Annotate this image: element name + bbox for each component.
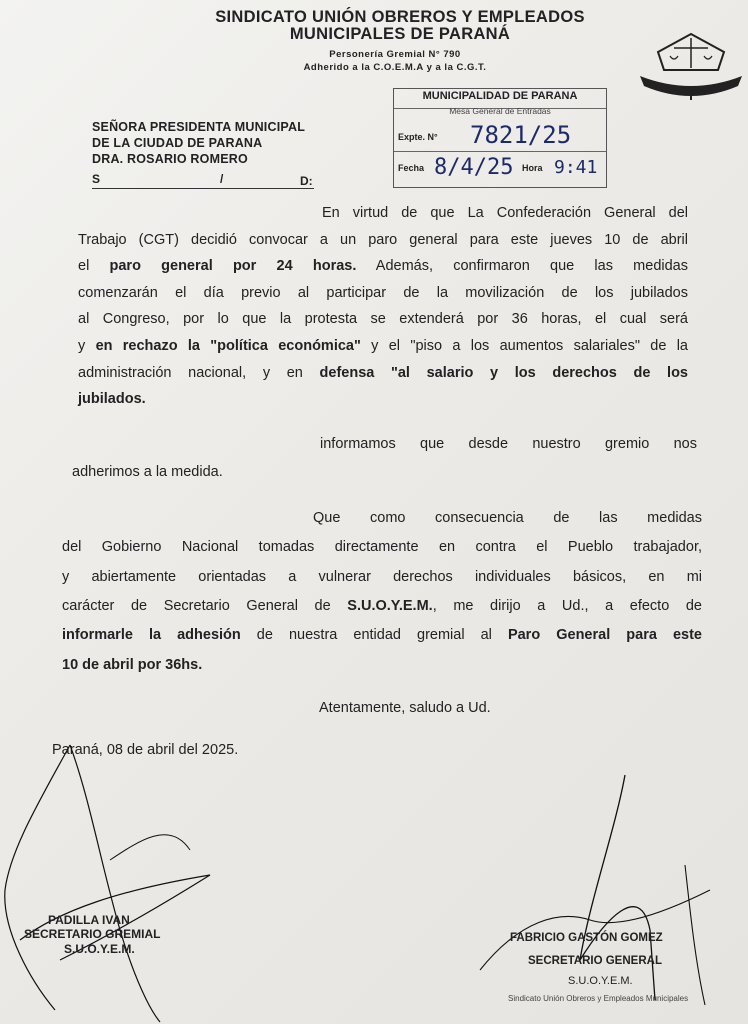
text-run: el: [78, 258, 110, 275]
union-affiliation: Adherido a la C.O.E.M.A y a la C.G.T.: [303, 62, 487, 73]
body-line: [78, 365, 688, 381]
reception-stamp: [393, 88, 607, 188]
place-date: Paraná, 08 de abril del 2025.: [52, 742, 239, 758]
body-line: [62, 627, 702, 643]
left-signer-name: PADILLA IVAN: [48, 913, 130, 927]
recipient-line2: DE LA CIUDAD DE PARANA: [92, 136, 263, 150]
bold-text: en rechazo la "política económica": [95, 338, 361, 354]
body-line: [78, 391, 146, 407]
fecha-value: 8/4/25: [434, 155, 514, 180]
bold-text: Paro General para este: [507, 627, 702, 644]
body-line: [62, 539, 702, 555]
text-run: Que como consecuencia de las medidas: [313, 510, 702, 526]
union-logo: [638, 30, 744, 102]
text-run: y: [78, 338, 96, 354]
text-run: Además, confirmaron que las medidas: [356, 258, 688, 275]
bold-text: 10 de abril por 36hs.: [62, 656, 203, 673]
salutation-line: [92, 170, 314, 189]
stamp-subtitle: Mesa General de Entradas: [449, 106, 551, 116]
body-line: [322, 205, 688, 221]
union-registration: Personería Gremial N° 790: [329, 49, 461, 60]
left-signer-org: S.U.O.Y.E.M.: [64, 942, 135, 956]
body-line: [62, 657, 202, 673]
text-run: Trabajo (CGT) decidió convocar a un paro general para este jueves 10 de abril: [78, 231, 688, 248]
text-run: En virtud de que La Confederación General del: [322, 205, 688, 221]
union-name-line2: MUNICIPALES DE PARANÁ: [289, 25, 511, 43]
stamp-title: MUNICIPALIDAD DE PARANA: [422, 90, 578, 102]
expte-label: Expte. N°: [398, 132, 438, 142]
body-line: [78, 285, 688, 301]
hora-label: Hora: [522, 163, 543, 173]
text-run: y abiertamente orientadas a vulnerar derechos individuales básicos, en mi: [62, 568, 702, 585]
body-line: [78, 232, 688, 248]
right-signer-footer: Sindicato Unión Obreros y Empleados Municipales: [508, 994, 689, 1003]
body-line: [320, 436, 697, 452]
bold-text: paro general por 24 horas.: [109, 258, 357, 275]
text-run: , me dirijo a Ud., a efecto de: [432, 597, 703, 614]
text-run: y el "piso a los aumentos salariales" de la: [360, 338, 688, 354]
body-line: [62, 598, 702, 614]
left-signature-scribble: [0, 740, 260, 1024]
expte-value: 7821/25: [470, 121, 572, 149]
text-run: del Gobierno Nacional tomadas directamente en contra el Pueblo trabajador,: [62, 539, 702, 556]
fecha-label: Fecha: [398, 163, 425, 173]
recipient-line1: SEÑORA PRESIDENTA MUNICIPAL: [92, 120, 306, 134]
right-signer-name: FABRICIO GASTÓN GOMEZ: [510, 932, 663, 944]
body-line: [78, 311, 688, 327]
text-run: informamos que desde nuestro gremio nos: [320, 436, 697, 452]
closing-text: Atentamente, saludo a Ud.: [319, 700, 491, 716]
body-line: [78, 258, 688, 274]
text-run: al Congreso, por lo que la protesta se extenderá por 36 horas, el cual será: [78, 311, 688, 328]
d-label: D:: [300, 174, 313, 188]
body-line: [78, 338, 688, 354]
bold-text: defensa "al salario y los derechos de los: [319, 364, 688, 381]
left-signer-title: SECRETARIO GREMIAL: [24, 927, 161, 941]
text-run: carácter de Secretario General de: [62, 597, 348, 614]
s-label: S: [92, 172, 101, 186]
body-line: [313, 510, 702, 526]
text-run: de nuestra entidad gremial al: [240, 627, 508, 644]
text-run: administración nacional, y en: [78, 364, 320, 381]
text-run: comenzarán el día previo al participar de la movilización de los jubilados: [78, 284, 688, 301]
bold-text: S.U.O.Y.E.M.: [347, 597, 433, 614]
slash: /: [220, 172, 224, 186]
body-line: [72, 464, 223, 480]
right-signer-org: S.U.O.Y.E.M.: [568, 975, 633, 987]
bold-text: jubilados.: [78, 391, 146, 408]
bold-text: informarle la adhesión: [62, 627, 241, 644]
text-run: adherimos a la medida.: [72, 464, 223, 480]
union-name-line1: SINDICATO UNIÓN OBREROS Y EMPLEADOS: [215, 8, 585, 26]
right-signer-title: SECRETARIO GENERAL: [528, 955, 662, 967]
recipient-line3: DRA. ROSARIO ROMERO: [92, 152, 248, 166]
body-line: [62, 569, 702, 585]
hora-value: 9:41: [554, 157, 598, 178]
